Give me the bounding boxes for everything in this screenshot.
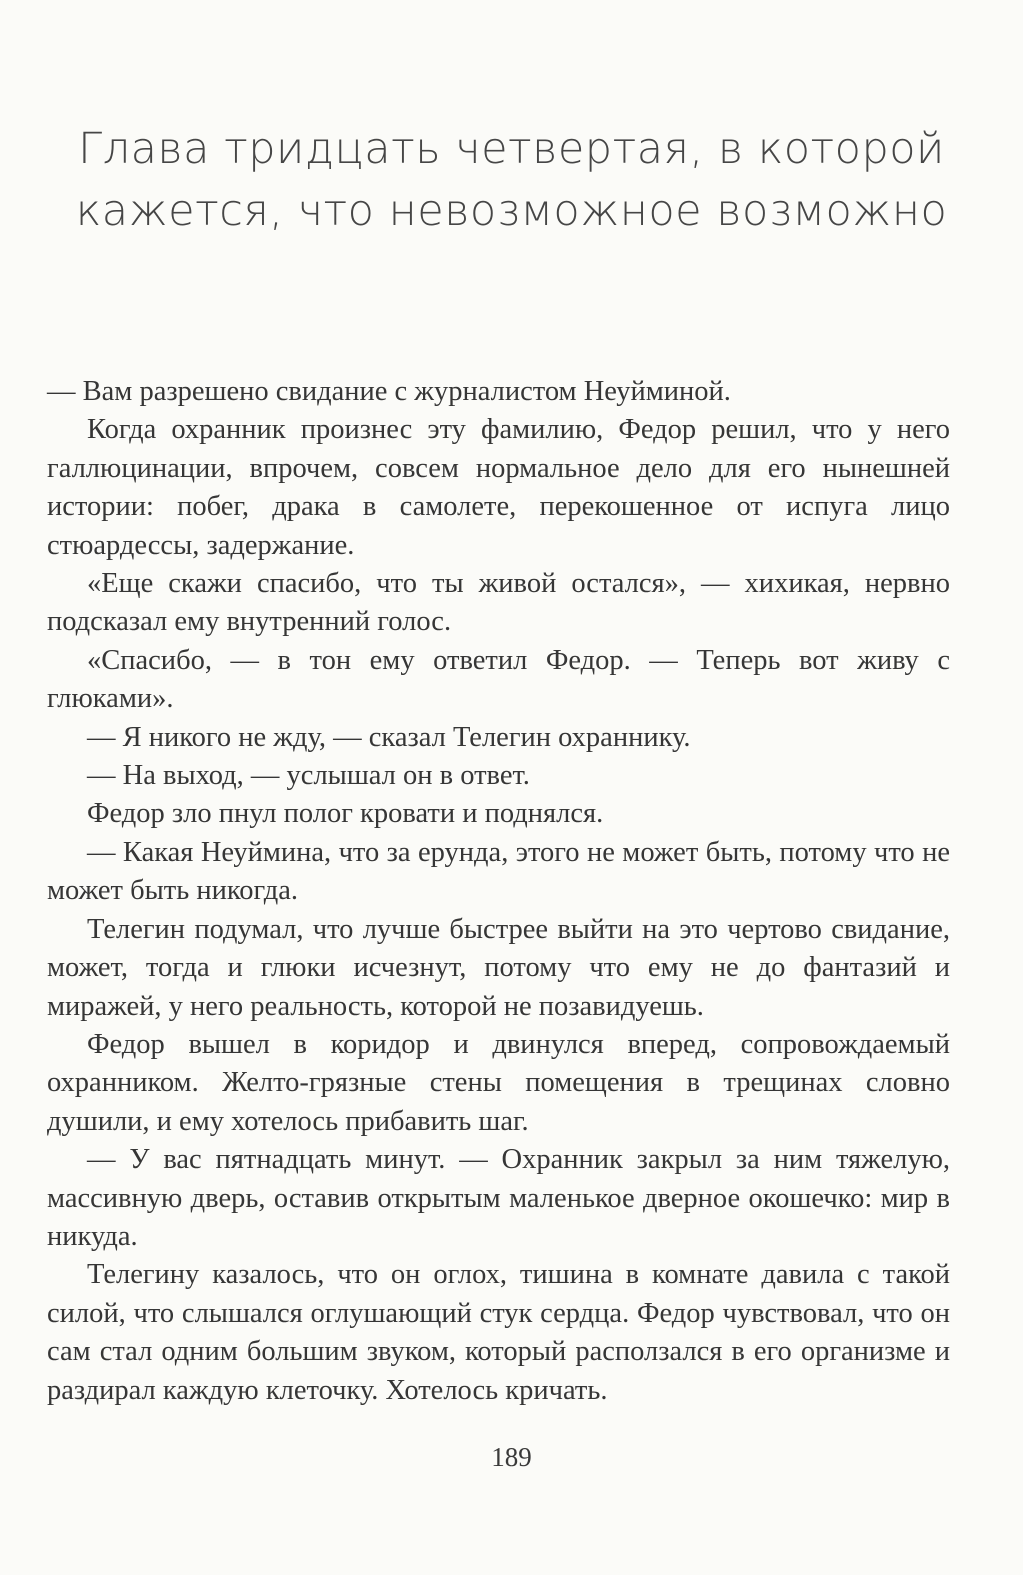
paragraph: «Еще скажи спасибо, что ты живой остался», — хихикая, нервно подсказал ему внутренний голос. (47, 568, 950, 638)
page-number: 189 (491, 1442, 532, 1472)
paragraph: — Какая Неуймина, что за ерунда, этого не может быть, потому что не может быть никогда. (47, 836, 950, 907)
chapter-title-line-2: кажется, что невозможное возможно (75, 186, 948, 236)
paragraph: Когда охранник произнес эту фамилию, Федор решил, что у него галлюцинации, впрочем, совсем нормальное дело для его нынешней истории: побег, драка в самолете, перекошенное от испуга лицо стюардессы, задержание. (47, 414, 950, 561)
paragraph: — Вам разрешено свидание с журналистом Неуйминой. (47, 376, 731, 407)
paragraph: — У вас пятнадцать минут. — Охранник закрыл за ним тяжелую, массивную дверь, оставив открытым маленькое дверное окошечко: мир в никуда. (47, 1144, 950, 1252)
chapter-title (60, 118, 963, 242)
paragraph: — На выход, — услышал он в ответ. (87, 760, 530, 792)
paragraph: Телегин подумал, что лучше быстрее выйти на это чертово свидание, может, тогда и глюки исчезнут, потому что ему не до фантазий и миражей, у него реальность, которой не позавидуешь. (47, 913, 950, 1022)
chapter-body (47, 373, 950, 1410)
paragraph: Федор вышел в коридор и двинулся вперед, сопровождаемый охранником. Желто-грязные стены помещения в трещинах словно душили, и ему хотелось прибавить шаг. (47, 1028, 950, 1137)
chapter-title-line-1: Глава тридцать четвертая, в которой (78, 124, 945, 174)
paragraph: «Спасибо, — в тон ему ответил Федор. — Теперь вот живу с глюками». (47, 644, 950, 715)
paragraph: Телегину казалось, что он оглох, тишина в комнате давила с такой силой, что слышался оглушающий стук сердца. Федор чувствовал, что он сам стал одним большим звуком, который расползался в его организме и раздирал каждую клеточку. Хотелось кричать. (47, 1259, 950, 1406)
paragraph: — Я никого не жду, — сказал Телегин охраннику. (87, 721, 691, 753)
paragraph: Федор зло пнул полог кровати и поднялся. (87, 798, 604, 830)
